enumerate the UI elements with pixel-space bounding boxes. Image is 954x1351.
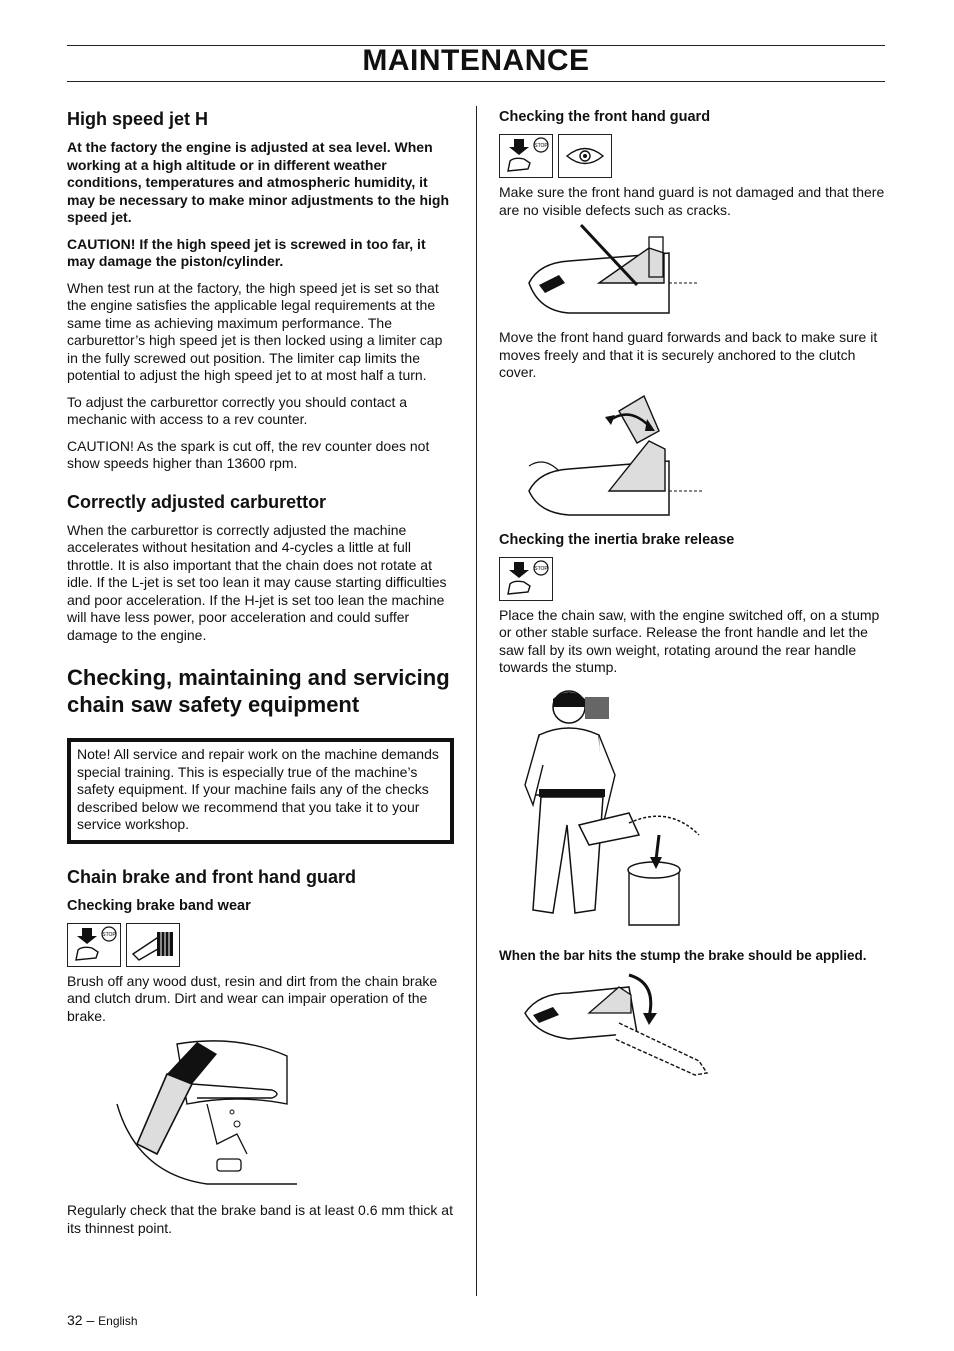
stump-caption: When the bar hits the stump the brake should be applied. bbox=[499, 947, 867, 963]
stop-text: STOP bbox=[534, 565, 548, 572]
high-speed-caution: CAUTION! If the high speed jet is screwed in too far, it may damage the piston/cylinder. bbox=[67, 235, 426, 269]
hand-guard-move-illustration bbox=[519, 391, 719, 521]
high-speed-intro: At the factory the engine is adjusted at sea level. When working at a high altitude or in different weather conditions, temperatures and atmospheric humidity, it may be necessary to make minor adjustments to the high speed jet. bbox=[67, 139, 449, 225]
brake-band-brush-illustration bbox=[97, 1034, 307, 1194]
service-note-box: Note! All service and repair work on the machine demands special training. This is especially true of the machine’s safety equipment. If your machine fails any of the checks described below we recommend that you take it to your service workshop. bbox=[67, 738, 454, 844]
hand-guard-icon-row bbox=[499, 134, 887, 178]
inertia-paragraph: Place the chain saw, with the engine switched off, on a stump or other stable surface. Release the front handle and let the saw fall by its own weight, rotating around the rear handle towards the stump. bbox=[499, 606, 880, 675]
section-heading-high-speed-jet: High speed jet H bbox=[67, 109, 209, 129]
operator-stump-illustration bbox=[519, 685, 719, 935]
left-column bbox=[67, 108, 454, 1246]
header-bottom-rule bbox=[67, 81, 885, 82]
section-heading-carburettor: Correctly adjusted carburettor bbox=[67, 491, 327, 512]
stop-text: STOP bbox=[534, 143, 548, 149]
brake-band-paragraph-1: Brush off any wood dust, resin and dirt from the chain brake and clutch drum. Dirt and wear can impair operation of the brake. bbox=[67, 972, 438, 1024]
section-heading-chain-brake: Chain brake and front hand guard bbox=[67, 866, 357, 887]
page-number: 32 – bbox=[67, 1312, 95, 1328]
subheading-brake-band-wear: Checking brake band wear bbox=[67, 897, 251, 914]
eye-inspect-icon bbox=[558, 134, 612, 178]
high-speed-paragraph-2: To adjust the carburettor correctly you should contact a mechanic with access to a rev counter. bbox=[67, 393, 408, 427]
subheading-front-hand-guard: Checking the front hand guard bbox=[499, 109, 711, 125]
brake-applied-illustration bbox=[519, 973, 719, 1083]
inertia-icon-row bbox=[499, 557, 887, 601]
right-column bbox=[499, 108, 887, 1083]
engine-off-icon bbox=[67, 923, 121, 967]
stop-text: STOP bbox=[102, 931, 116, 938]
page-title: MAINTENANCE bbox=[362, 44, 590, 77]
subheading-inertia-brake: Checking the inertia brake release bbox=[499, 531, 735, 548]
brake-band-paragraph-2: Regularly check that the brake band is at least 0.6 mm thick at its thinnest point. bbox=[67, 1202, 453, 1236]
brush-icon bbox=[126, 923, 180, 967]
high-speed-paragraph-1: When test run at the factory, the high speed jet is set so that the engine satisfies the applicable legal requirements at the same time as achieving maximum performance. The carburettor’s high speed jet is then locked using a limiter cap in the fully screwed out position. The limiter cap limits the potential to adjust the high speed jet to at most half a turn. bbox=[67, 279, 443, 383]
engine-off-icon bbox=[499, 557, 553, 601]
page-footer bbox=[67, 1312, 138, 1328]
engine-off-icon bbox=[499, 134, 553, 178]
hand-guard-inspect-illustration bbox=[519, 223, 719, 323]
hand-guard-paragraph-2: Move the front hand guard forwards and back to make sure it moves freely and that it is securely anchored to the clutch cover. bbox=[499, 329, 878, 380]
footer-language: English bbox=[98, 1314, 138, 1328]
high-speed-paragraph-3: CAUTION! As the spark is cut off, the rev counter does not show speeds higher than 13600 rpm. bbox=[67, 437, 430, 471]
section-heading-safety-equipment: Checking, maintaining and servicing chain saw safety equipment bbox=[67, 665, 450, 717]
brake-band-icon-row bbox=[67, 923, 454, 967]
carburettor-paragraph: When the carburettor is correctly adjusted the machine accelerates without hesitation and 4-cycles a little at full throttle. It is also important that the chain does not rotate at idle. If the L-jet is set too lean it may cause starting difficulties and poor acceleration. If the H-jet is set too lean the machine will have less power, poor acceleration and could suffer damage to the engine. bbox=[67, 521, 447, 643]
hand-guard-paragraph-1: Make sure the front hand guard is not damaged and that there are no visible defects such as cracks. bbox=[499, 184, 885, 218]
column-divider bbox=[476, 106, 477, 1296]
